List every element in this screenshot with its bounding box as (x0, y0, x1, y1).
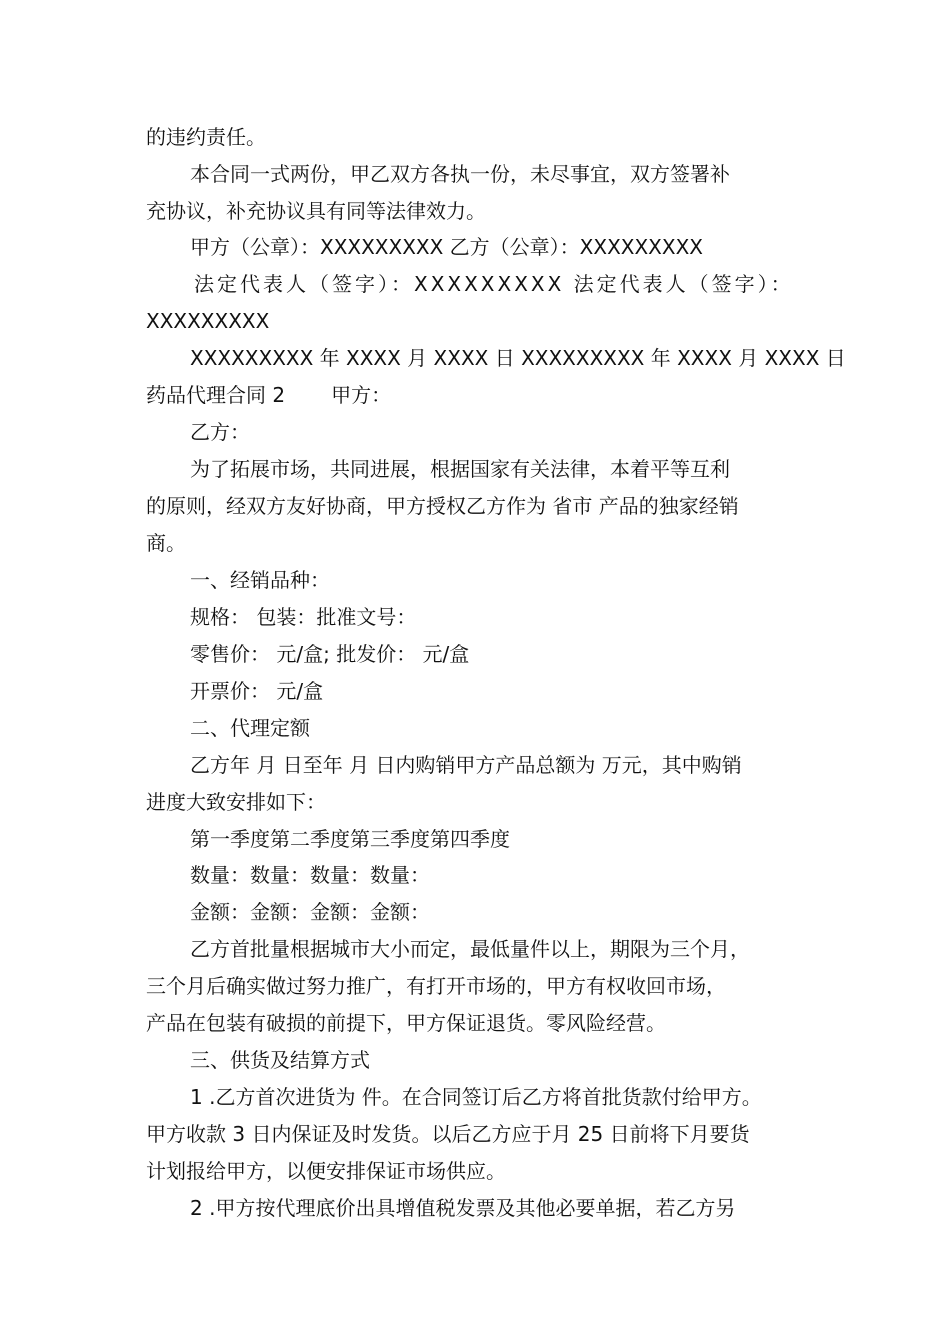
paragraph-line: 开票价： 元/盒 (190, 679, 324, 703)
paragraph-line: 为了拓展市场，共同进展，根据国家有关法律，本着平等互利 (190, 457, 730, 481)
contract-title-line (146, 381, 391, 409)
paragraph-line: 进度大致安排如下： (146, 790, 326, 814)
paragraph-line: 商。 (146, 531, 186, 555)
paragraph-line: 第一季度第二季度第三季度第四季度 (190, 827, 510, 851)
party-b-label: 乙方： (190, 420, 250, 444)
paragraph-line: 甲方收款 3 日内保证及时发货。以后乙方应于月 25 日前将下月要货 (146, 1122, 750, 1146)
paragraph-line: 零售价： 元/盒; 批发价： 元/盒 (190, 642, 470, 666)
paragraph-line: 计划报给甲方，以便安排保证市场供应。 (146, 1159, 506, 1183)
section-heading: 二、代理定额 (190, 716, 310, 740)
section-heading: 一、经销品种： (190, 568, 330, 592)
paragraph-line: 2 .甲方按代理底价出具增值税发票及其他必要单据，若乙方另 (190, 1196, 736, 1220)
paragraph-line: 本合同一式两份，甲乙双方各执一份，未尽事宜，双方签署补 (190, 162, 730, 186)
paragraph-line: 三个月后确实做过努力推广，有打开市场的，甲方有权收回市场， (146, 974, 726, 998)
paragraph-line: 乙方首批量根据城市大小而定，最低量件以上，期限为三个月， (190, 937, 750, 961)
section-heading: 三、供货及结算方式 (190, 1048, 370, 1072)
paragraph-line: 数量：数量：数量：数量： (190, 863, 430, 887)
contract-title: 药品代理合同 2 (146, 383, 286, 407)
paragraph-line: 的违约责任。 (146, 125, 266, 149)
paragraph-line: 产品在包装有破损的前提下，甲方保证退货。零风险经营。 (146, 1011, 666, 1035)
paragraph-line: 1 .乙方首次进货为 件。在合同签订后乙方将首批货款付给甲方。 (190, 1085, 762, 1109)
legal-representative-value: XXXXXXXXX (146, 309, 270, 333)
legal-representative-line: 法定代表人（签字）：XXXXXXXXX 法定代表人（签字）： (194, 272, 794, 296)
paragraph-line: 乙方年 月 日至年 月 日内购销甲方产品总额为 万元，其中购销 (190, 753, 742, 777)
paragraph-line: 金额：金额：金额：金额： (190, 900, 430, 924)
party-a-label: 甲方： (331, 383, 392, 407)
signature-line-party-a-b: 甲方（公章）：XXXXXXXXX 乙方（公章）：XXXXXXXXX (190, 235, 703, 259)
date-line: XXXXXXXXX 年 XXXX 月 XXXX 日 XXXXXXXXX 年 XXXX 月 XXXX 日 (190, 346, 846, 370)
paragraph-line: 规格： 包装：批准文号： (190, 605, 417, 629)
paragraph-line: 充协议，补充协议具有同等法律效力。 (146, 199, 486, 223)
paragraph-line: 的原则，经双方友好协商，甲方授权乙方作为 省市 产品的独家经销 (146, 494, 739, 518)
